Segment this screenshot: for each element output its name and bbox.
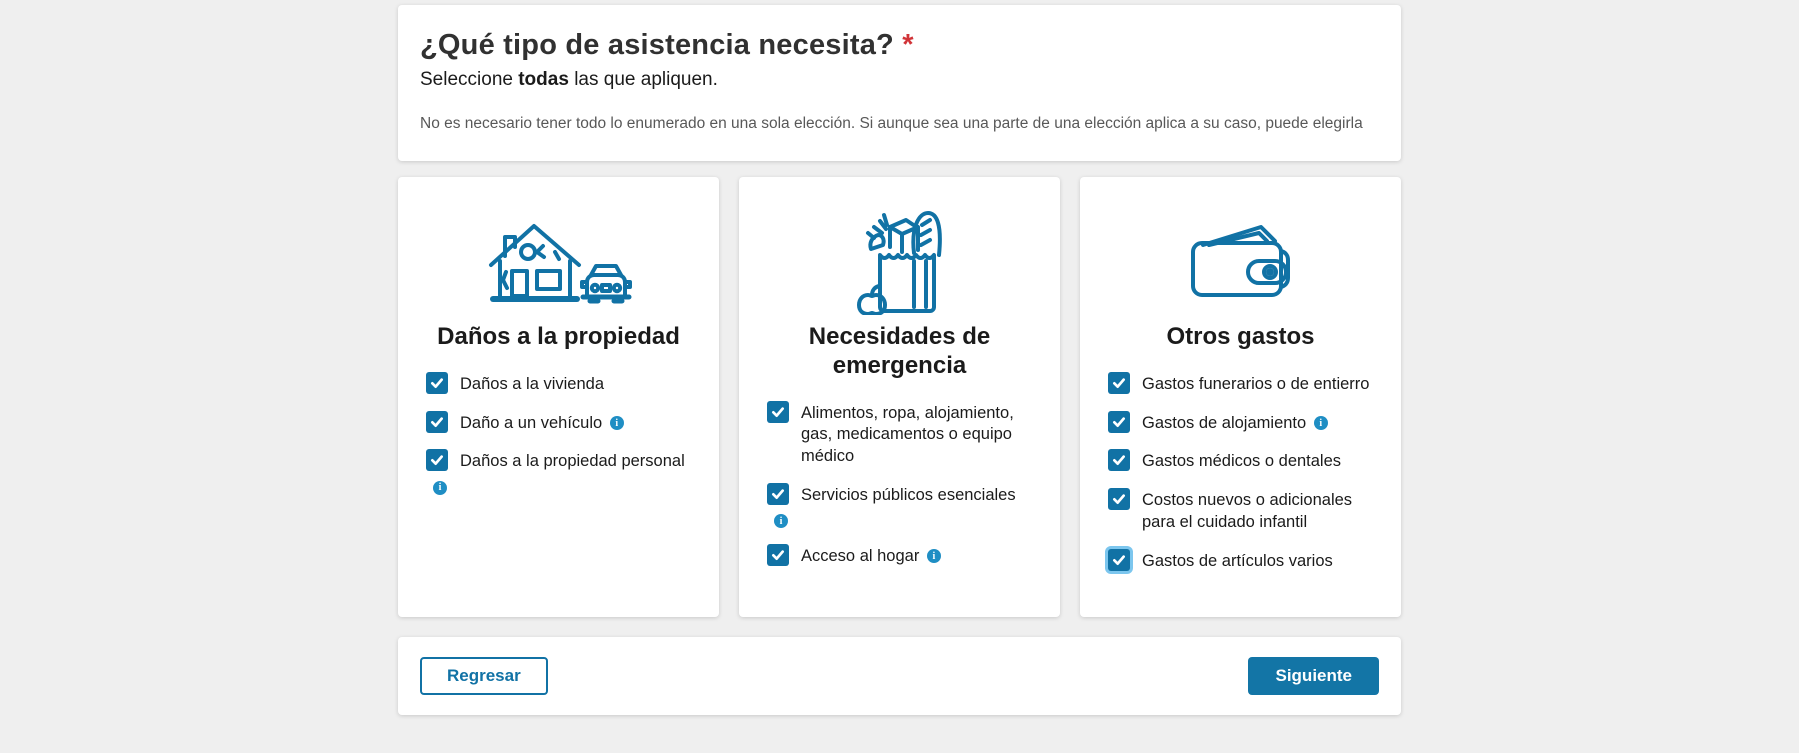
checkbox-checked[interactable]: [426, 411, 448, 433]
subtitle-suffix: las que apliquen.: [568, 69, 718, 90]
option-label: [801, 544, 941, 568]
checkbox-checked[interactable]: [1108, 549, 1130, 571]
option-label: [1142, 488, 1373, 534]
card-title: Otros gastos: [1166, 323, 1315, 350]
footer-nav-bar: [398, 637, 1401, 715]
option-label: [460, 411, 624, 435]
damaged-house-and-car-icon: [426, 207, 691, 311]
question-description: No es necesario tener todo lo enumerado en una sola elección. Si aunque sea una parte de una elección aplica a su caso, puede elegirla: [420, 115, 1363, 132]
checkbox-checked[interactable]: [1108, 411, 1130, 433]
checkbox-checked[interactable]: [1108, 488, 1130, 510]
option-label-text: Daños a la propiedad personal: [460, 452, 685, 471]
info-icon-row: [430, 479, 691, 497]
option-label-text: Costos nuevos o adicionales para el cuidado infantil: [1142, 491, 1353, 531]
subtitle-prefix: Seleccione: [420, 69, 519, 90]
checkbox-checked[interactable]: [426, 449, 448, 471]
option-label-text: Gastos de alojamiento: [1142, 413, 1307, 432]
assistance-card: [739, 177, 1060, 617]
checkbox-checked[interactable]: [1108, 372, 1130, 394]
page-title-text: ¿Qué tipo de asistencia necesita?: [420, 29, 894, 61]
checkbox-checked[interactable]: [767, 401, 789, 423]
option-label: [1142, 411, 1328, 435]
checkbox-option[interactable]: [767, 401, 1032, 468]
option-label-text: Servicios públicos esenciales: [801, 485, 1016, 504]
checkbox-option[interactable]: [1108, 411, 1373, 435]
info-icon[interactable]: i: [610, 416, 624, 430]
checkbox-option[interactable]: [1108, 549, 1373, 573]
option-label-text: Gastos médicos o dentales: [1142, 452, 1342, 471]
info-icon[interactable]: i: [927, 549, 941, 563]
option-label-text: Gastos funerarios o de entierro: [1142, 374, 1370, 393]
option-label: [1142, 549, 1333, 573]
option-label-text: Gastos de artículos varios: [1142, 551, 1333, 570]
checkbox-option[interactable]: [767, 544, 1032, 568]
page-title: [420, 29, 1375, 62]
option-label-text: Alimentos, ropa, alojamiento, gas, medicamentos o equipo médico: [801, 403, 1014, 466]
grocery-bag-icon: [767, 207, 1032, 311]
option-label: [1142, 372, 1369, 396]
checkbox-option[interactable]: [426, 411, 691, 435]
option-label: [801, 401, 1032, 468]
assistance-card: [1080, 177, 1401, 617]
option-label: [1142, 449, 1341, 473]
card-title: Daños a la propiedad: [437, 323, 680, 350]
info-icon[interactable]: i: [774, 514, 788, 528]
option-label-text: Daños a la vivienda: [460, 374, 605, 393]
checkbox-checked[interactable]: [767, 483, 789, 505]
checkbox-option[interactable]: [1108, 488, 1373, 534]
info-icon[interactable]: i: [433, 481, 447, 495]
checkbox-checked[interactable]: [426, 372, 448, 394]
checkbox-option[interactable]: [426, 449, 691, 473]
back-button[interactable]: Regresar: [420, 657, 548, 695]
question-header-card: [398, 5, 1401, 161]
page-subtitle: [420, 69, 1375, 91]
checkbox-checked[interactable]: [1108, 449, 1130, 471]
next-button[interactable]: Siguiente: [1248, 657, 1379, 695]
checkbox-checked[interactable]: [767, 544, 789, 566]
wallet-icon: [1108, 207, 1373, 311]
checkbox-option[interactable]: [1108, 372, 1373, 396]
subtitle-bold: todas: [518, 69, 569, 90]
option-label: [460, 449, 685, 473]
option-label: [460, 372, 604, 396]
option-label-text: Daño a un vehículo: [460, 413, 603, 432]
cards-row: [398, 177, 1401, 617]
required-asterisk: *: [902, 29, 914, 61]
page-container: [398, 0, 1401, 715]
checkbox-option[interactable]: [767, 483, 1032, 507]
checkbox-option[interactable]: [1108, 449, 1373, 473]
option-label: [801, 483, 1016, 507]
info-icon[interactable]: i: [1314, 416, 1328, 430]
card-title: Necesidades de emergencia: [808, 323, 991, 379]
info-icon-row: [771, 513, 1032, 531]
assistance-card: [398, 177, 719, 617]
checkbox-option[interactable]: [426, 372, 691, 396]
option-label-text: Acceso al hogar: [801, 546, 920, 565]
